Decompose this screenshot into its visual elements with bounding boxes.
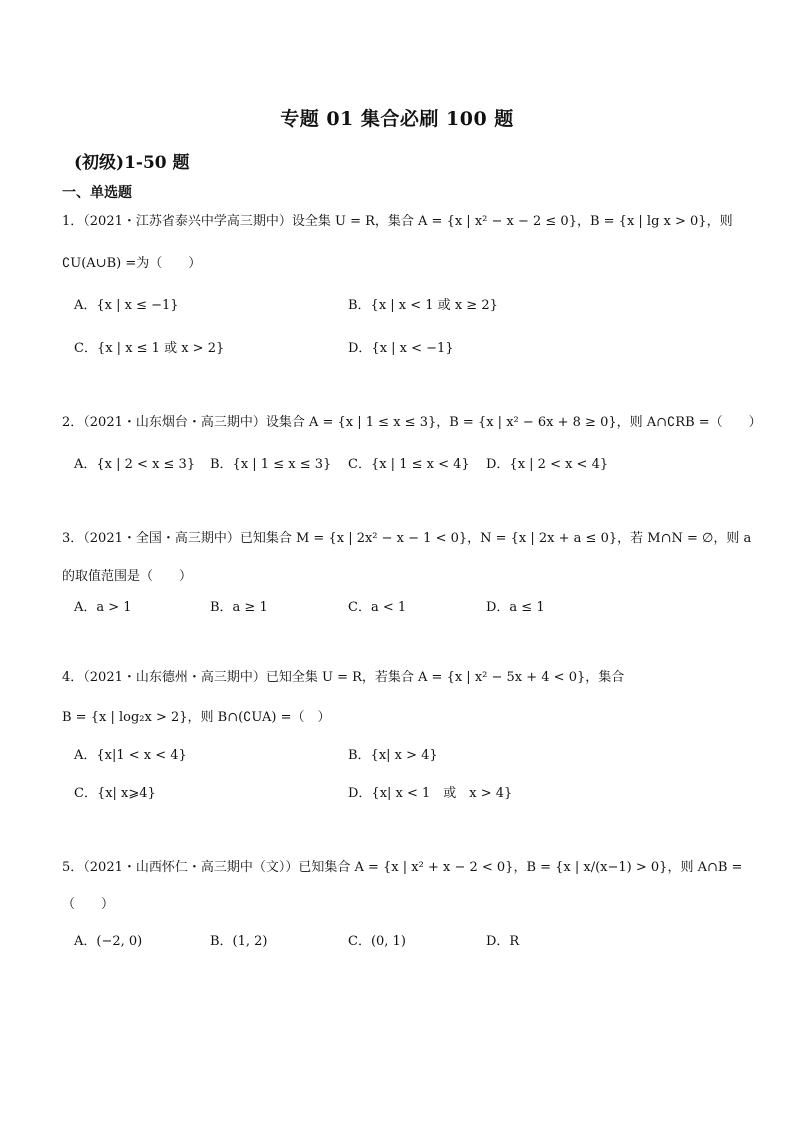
question-1-line-1: 1．（2021・江苏省泰兴中学高三期中）设全集 U = R，集合 A = {x | x² − x − 2 ≤ 0}，B = {x | lg x > 0}，则 (62, 214, 733, 229)
question-5-line-1: 5．（2021・山西怀仁・高三期中（文））已知集合 A = {x | x² + x − 2 < 0}，B = {x | x/(x−1) > 0}，则 A∩B = (62, 860, 743, 875)
question-3-line-1: 3．（2021・全国・高三期中）已知集合 M = {x | 2x² − x − 1 < 0}，N = {x | 2x + a ≤ 0}，若 M∩N = ∅，则 a (62, 531, 752, 546)
question-1-line-2: ∁U(A∪B) =为（ ） (62, 256, 202, 271)
question-1-option-a: A．{x | x ≤ −1} (74, 298, 179, 313)
question-3-option-d: D．a ≤ 1 (486, 600, 545, 615)
question-5-option-a: A．(−2, 0) (74, 934, 143, 949)
question-2-option-c: C．{x | 1 ≤ x < 4} (348, 457, 470, 472)
question-1-option-c: C．{x | x ≤ 1 或 x > 2} (74, 341, 225, 356)
question-2-line-1: 2．（2021・山东烟台・高三期中）设集合 A = {x | 1 ≤ x ≤ 3}，B = {x | x² − 6x + 8 ≥ 0}，则 A∩∁RB =（ ） (62, 415, 762, 430)
question-5-option-c: C．(0, 1) (348, 934, 406, 949)
question-2-option-d: D．{x | 2 < x < 4} (486, 457, 609, 472)
question-1-option-d: D．{x | x < −1} (348, 341, 454, 356)
question-1-option-b: B．{x | x < 1 或 x ≥ 2} (348, 298, 498, 313)
question-4-option-a: A．{x|1 < x < 4} (74, 748, 187, 763)
question-3-option-a: A．a > 1 (74, 600, 132, 615)
question-4-option-b: B．{x| x > 4} (348, 748, 438, 763)
section-heading: 一、单选题 (62, 185, 132, 201)
question-4-line-1: 4．（2021・山东德州・高三期中）已知全集 U = R，若集合 A = {x | x² − 5x + 4 < 0}，集合 (62, 670, 625, 685)
question-4-line-2: B = {x | log₂x > 2}，则 B∩(∁UA) =（ ） (62, 710, 331, 725)
question-3-option-b: B．a ≥ 1 (210, 600, 268, 615)
question-5-option-b: B．(1, 2) (210, 934, 268, 949)
question-4-option-d: D．{x| x < 1 或 x > 4} (348, 786, 513, 801)
question-3-option-c: C．a < 1 (348, 600, 407, 615)
question-5-option-d: D．R (486, 934, 520, 949)
page-title: 专题 01 集合必刷 100 题 (280, 108, 514, 130)
question-2-option-b: B．{x | 1 ≤ x ≤ 3} (210, 457, 332, 472)
question-3-line-2: 的取值范围是（ ） (62, 569, 193, 584)
question-4-option-c: C．{x| x⩾4} (74, 786, 156, 801)
level-heading: (初级)1-50 题 (74, 153, 190, 173)
question-2-option-a: A．{x | 2 < x ≤ 3} (74, 457, 196, 472)
question-5-line-2: （ ） (62, 897, 115, 912)
